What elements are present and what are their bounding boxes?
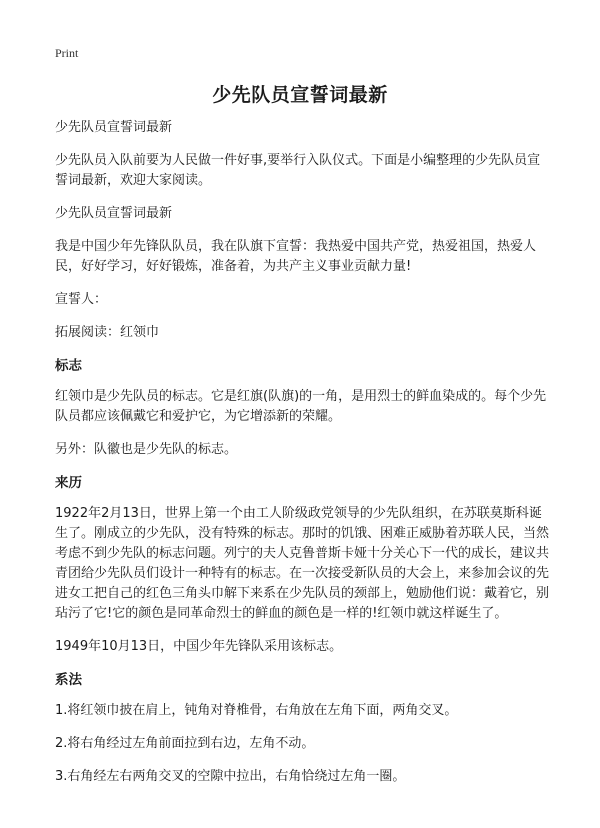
heading-symbol: 标志 [55, 358, 82, 374]
page-title: 少先队员宣誓词最新 [212, 84, 388, 106]
tying-step-2: 2.将右角经过左角前面拉到右边，左角不动。 [55, 736, 315, 751]
origin-date: 1949年10月13日，中国少年先锋队采用该标志。 [55, 639, 343, 654]
article-body [55, 118, 550, 800]
intro-paragraph: 少先队员入队前要为人民做一件好事,要举行入队仪式。下面是小编整理的少先队员宣誓词最新，欢迎大家阅读。 [55, 153, 541, 188]
section-subtitle: 少先队员宣誓词最新 [55, 206, 173, 221]
oath-signer: 宣誓人： [55, 292, 108, 307]
heading-origin: 来历 [55, 475, 82, 491]
oath-paragraph: 我是中国少年先锋队队员，我在队旗下宣誓：我热爱中国共产党，热爱祖国，热爱人民，好好学习，好好锻炼，准备着，为共产主义事业贡献力量! [55, 239, 537, 274]
tying-step-3: 3.右角经左右两角交叉的空隙中拉出，右角恰绕过左角一圈。 [55, 769, 406, 784]
symbol-note: 另外：队徽也是少先队的标志。 [55, 442, 238, 457]
origin-paragraph: 1922年2月13日，世界上第一个由工人阶级政党领导的少先队组织，在苏联莫斯科诞生了。刚成立的少先队，没有特殊的标志。那时的饥饿、困难正威胁着苏联人民，当然考虑不到少先队的标志问题。列宁的夫人克鲁普斯卡娅十分关心下一代的成长，建议共青团给少先队员们设计一种特有的标志。在一次接受新队员的大会上，来参加会议的先进女工把自己的红色三角头巾解下来系在少先队员的颈部上，勉励他们说：戴着它，别玷污了它!它的颜色是同革命烈士的鲜血的颜色是一样的!红领巾就这样诞生了。 [55, 506, 550, 621]
subtitle: 少先队员宣誓词最新 [55, 120, 173, 135]
tying-step-1: 1.将红领巾披在肩上，钝角对脊椎骨，右角放在左角下面，两角交叉。 [55, 703, 458, 718]
print-link[interactable]: Print [55, 46, 79, 60]
extended-reading: 拓展阅读：红领巾 [55, 325, 160, 340]
symbol-paragraph: 红领巾是少先队员的标志。它是红旗(队旗)的一角，是用烈士的鲜血染成的。每个少先队员都应该佩戴它和爱护它，为它增添新的荣耀。 [55, 389, 547, 424]
heading-tying: 系法 [55, 672, 82, 688]
